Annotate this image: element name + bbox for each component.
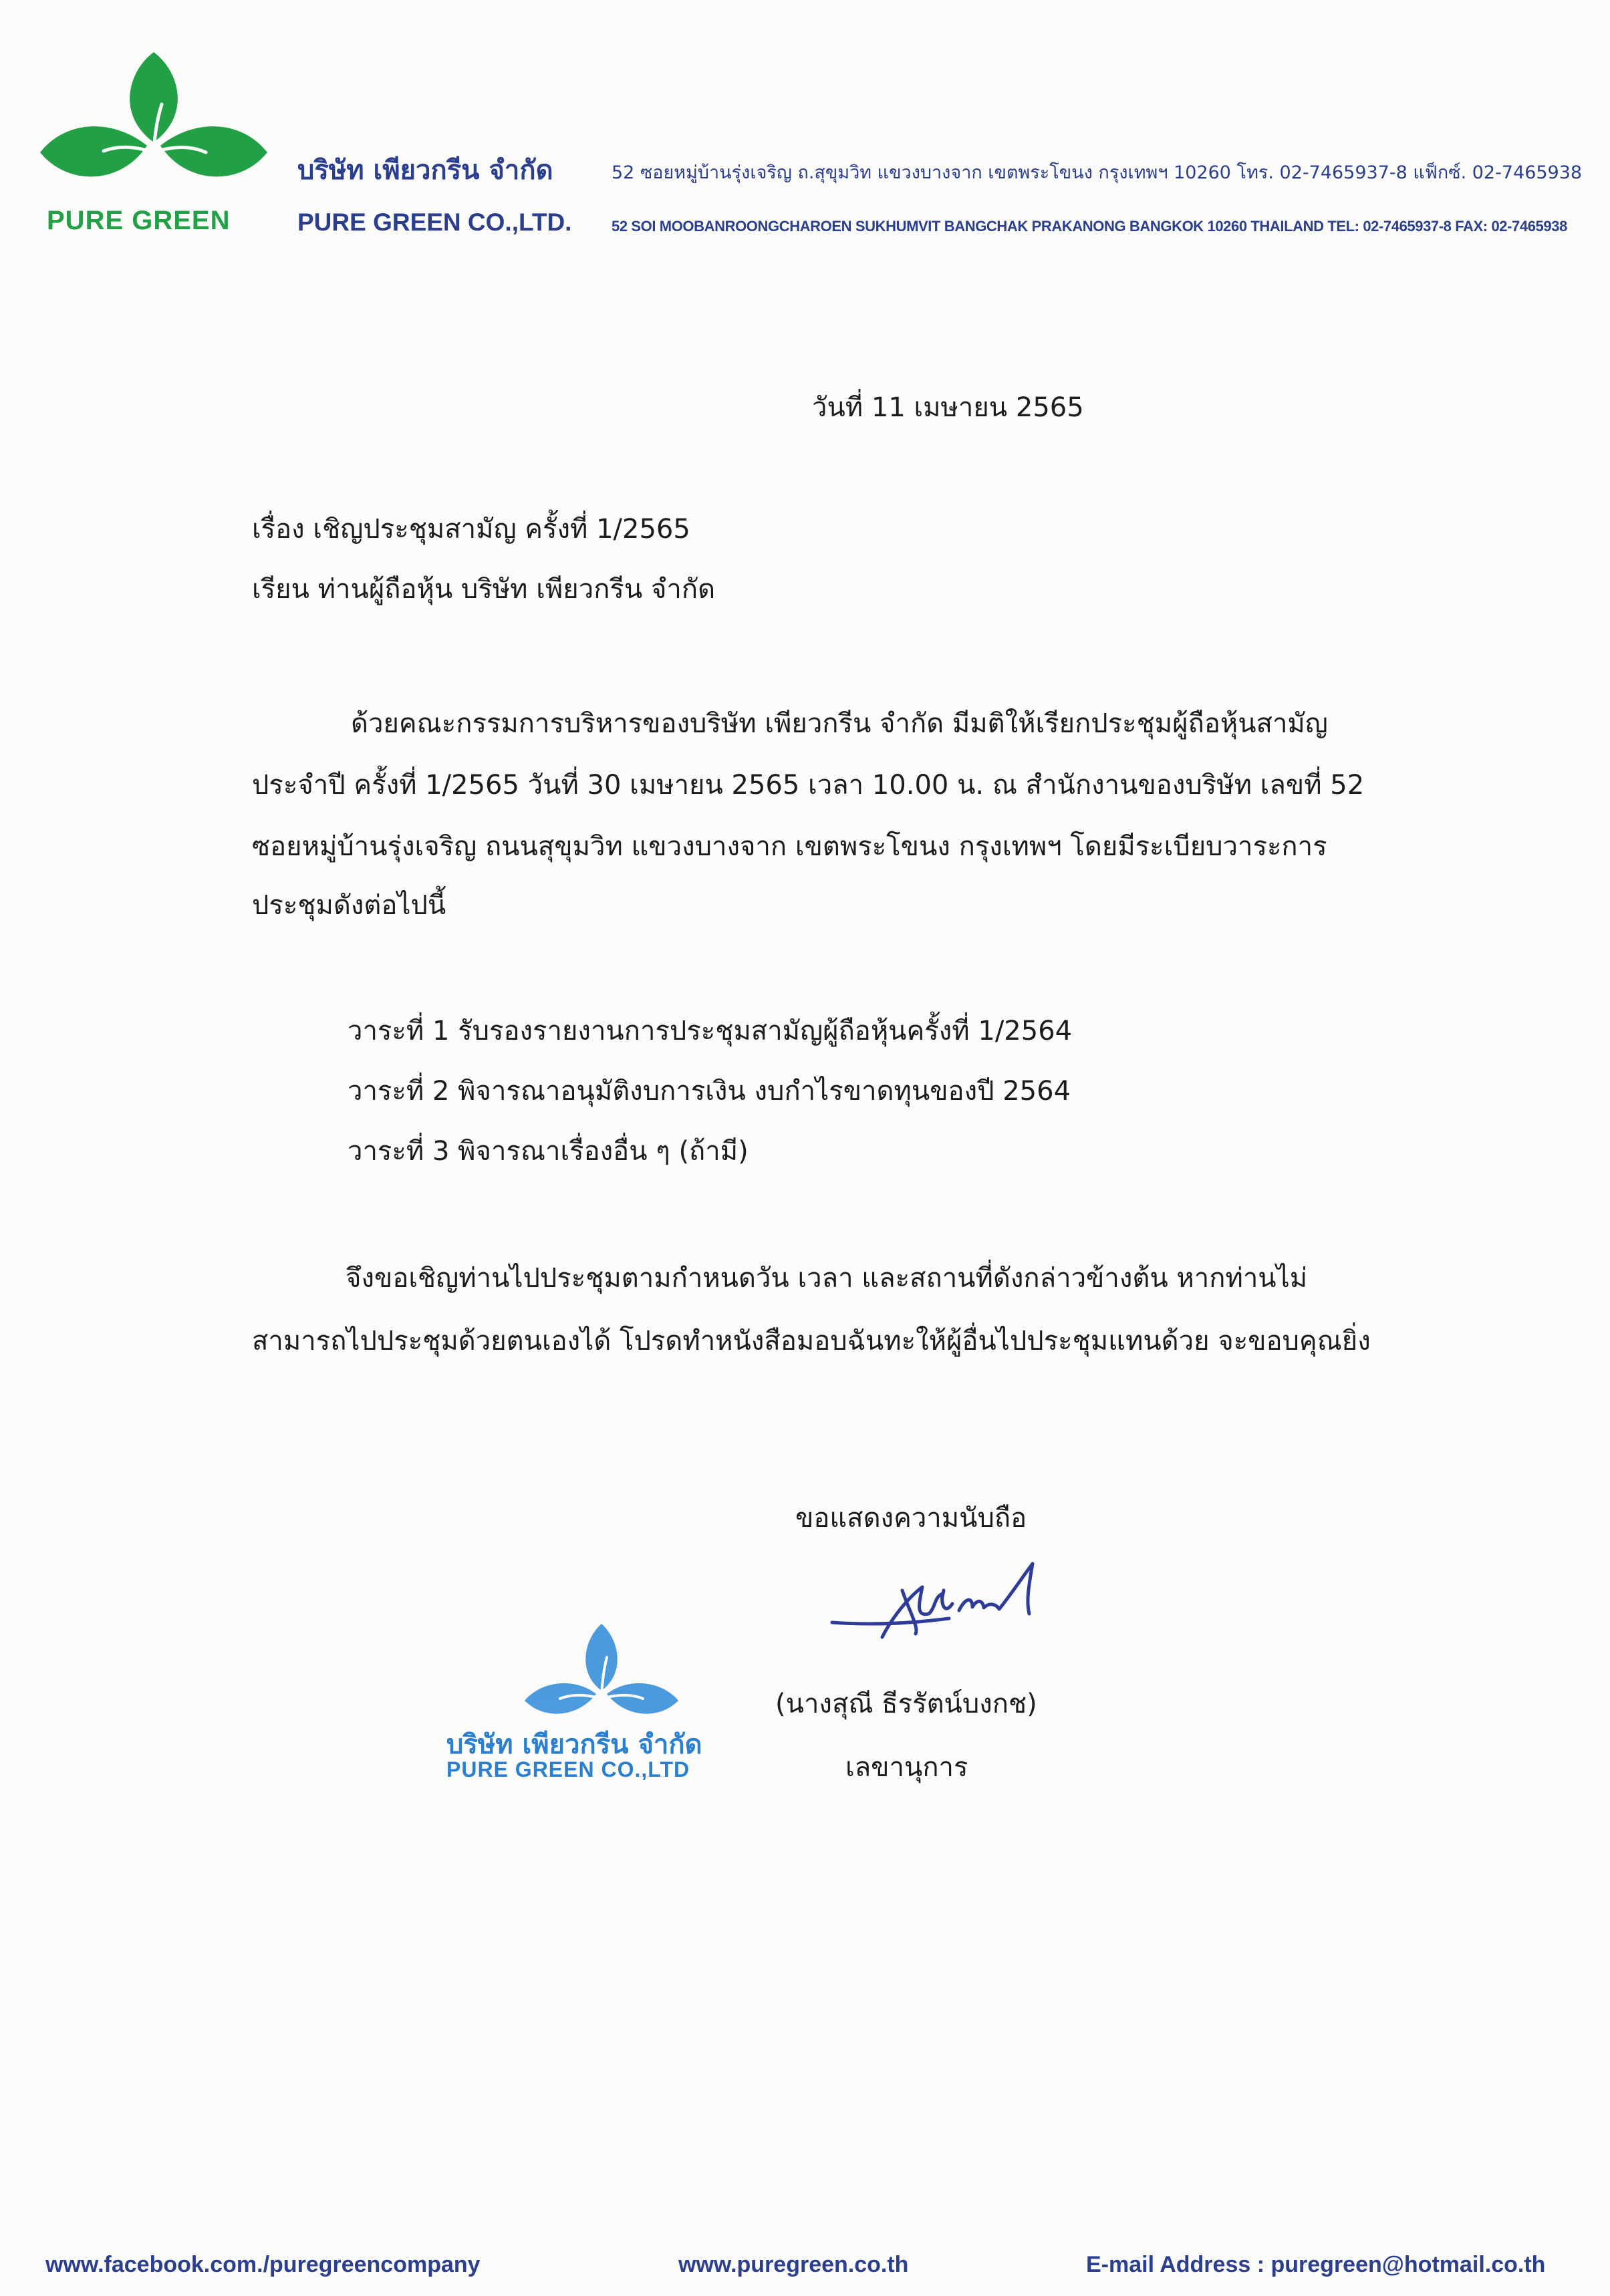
company-name-en: PURE GREEN CO.,LTD. <box>297 208 572 236</box>
agenda-item-1: วาระที่ 1 รับรองรายงานการประชุมสามัญผู้ถือหุ้นครั้งที่ 1/2564 <box>348 1016 1073 1046</box>
company-name-th: บริษัท เพียวกรีน จำกัด <box>297 155 553 186</box>
letter-date: วันที่ 11 เมษายน 2565 <box>812 392 1084 423</box>
letter-recipient: เรียน ท่านผู้ถือหุ้น บริษัท เพียวกรีน จำกัด <box>252 574 716 605</box>
footer-facebook-link[interactable]: www.facebook.com./puregreencompany <box>45 2252 481 2277</box>
paragraph-line: ประจำปี ครั้งที่ 1/2565 วันที่ 30 เมษายน 2565 เวลา 10.00 น. ณ สำนักงานของบริษัท เลขที่ 52 <box>252 770 1365 801</box>
company-address-th: 52 ซอยหมู่บ้านรุ่งเจริญ ถ.สุขุมวิท แขวงบางจาก เขตพระโขนง กรุงเทพฯ 10260 โทร. 02-7465937-8 แฟ็กซ์. 02-7465938 <box>612 162 1583 183</box>
letter-subject: เรื่อง เชิญประชุมสามัญ ครั้งที่ 1/2565 <box>252 514 690 545</box>
paragraph-line: ด้วยคณะกรรมการบริหารของบริษัท เพียวกรีน จำกัด มีมติให้เรียกประชุมผู้ถือหุ้นสามัญ <box>351 708 1328 739</box>
company-address-en: 52 SOI MOOBANROONGCHAROEN SUKHUMVIT BANGCHAK PRAKANONG BANGKOK 10260 THAILAND TEL: 02-7465937-8 FAX: 02-7465938 <box>612 218 1567 235</box>
footer-website-link[interactable]: www.puregreen.co.th <box>678 2252 909 2277</box>
pure-green-logo <box>40 52 267 192</box>
paragraph-line: ซอยหมู่บ้านรุ่งเจริญ ถนนสุขุมวิท แขวงบางจาก เขตพระโขนง กรุงเทพฯ โดยมีระเบียบวาระการ <box>252 831 1327 862</box>
signer-title: เลขานุการ <box>845 1752 968 1783</box>
signer-name: (นางสุณี ธีรรัตน์บงกช) <box>775 1689 1037 1719</box>
paragraph-line: สามารถไปประชุมด้วยตนเองได้ โปรดทำหนังสือมอบฉันทะให้ผู้อื่นไปประชุมแทนด้วย จะขอบคุณยิ่ง <box>252 1326 1371 1356</box>
stamp-company-name-th: บริษัท เพียวกรีน จำกัด <box>446 1729 702 1760</box>
stamp-company-name-en: PURE GREEN CO.,LTD <box>446 1757 690 1781</box>
footer-email[interactable]: E-mail Address : puregreen@hotmail.co.th <box>1086 2252 1546 2277</box>
paragraph-line: ประชุมดังต่อไปนี้ <box>252 890 446 921</box>
agenda-item-2: วาระที่ 2 พิจารณาอนุมัติงบการเงิน งบกำไรขาดทุนของปี 2564 <box>348 1076 1071 1107</box>
brand-name: PURE GREEN <box>47 206 231 235</box>
agenda-item-3: วาระที่ 3 พิจารณาเรื่องอื่น ๆ (ถ้ามี) <box>348 1136 749 1167</box>
closing-phrase: ขอแสดงความนับถือ <box>795 1503 1027 1534</box>
paragraph-line: จึงขอเชิญท่านไปประชุมตามกำหนดวัน เวลา และสถานที่ดังกล่าวข้างต้น หากท่านไม่ <box>346 1263 1308 1294</box>
signature <box>829 1550 1049 1651</box>
